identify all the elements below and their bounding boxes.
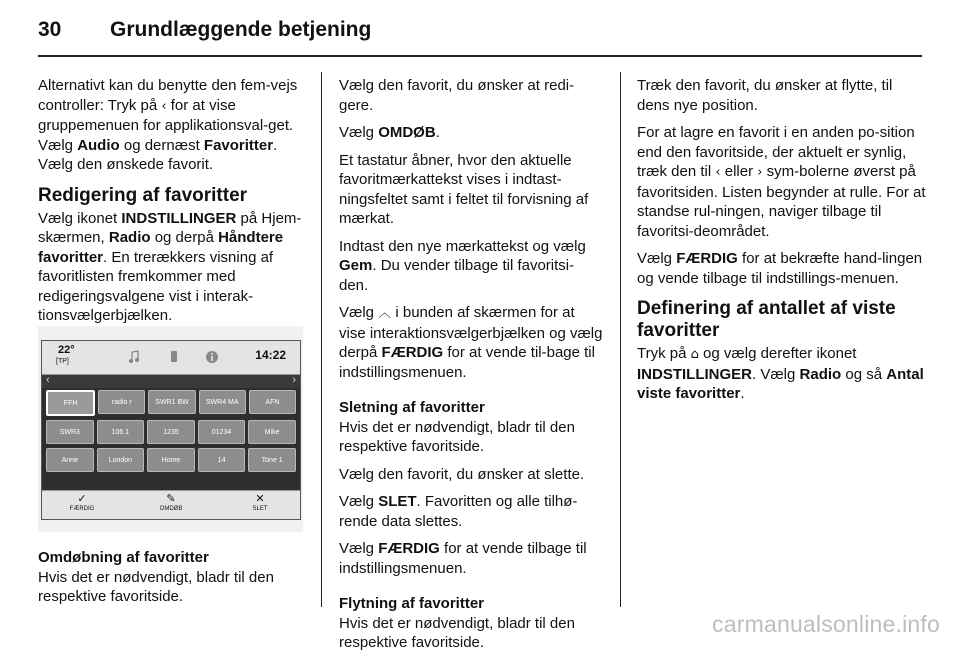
paragraph: Vælg ︿ i bunden af skærmen for at vise interaktionsvælgerbjælken og vælg derpå FÆRDIG for at vende til-bage til indstillingsmenuen. <box>339 304 603 381</box>
music-icon <box>128 350 140 364</box>
heading-move-favorites: Flytning af favoritter <box>339 595 485 612</box>
info-icon <box>205 350 217 364</box>
favorite-button[interactable]: SWR4 MA <box>199 390 246 414</box>
header-rule <box>38 55 922 57</box>
paragraph: Vælg den favorit, du ønsker at redi-gere. <box>339 77 575 114</box>
favorite-button[interactable]: 106.1 <box>97 420 145 444</box>
favorite-button[interactable]: SWR3 <box>46 420 94 444</box>
column-1 <box>38 76 304 334</box>
page-header <box>38 18 371 42</box>
edit-paragraph: Vælg ikonet INDSTILLINGER på Hjem-skærmen, Radio og derpå Håndtere favoritter. En trerækkers visning af favoritlisten fremkommer med redigeringsvalgene vist i interak-tionsvælgerbjælken. <box>38 209 302 324</box>
favorite-button[interactable]: Tone 1 <box>248 448 296 472</box>
favorite-button[interactable]: SWR1 BW <box>148 390 195 414</box>
paragraph: Træk den favorit, du ønsker at flytte, til dens nye position. <box>637 77 893 114</box>
heading-delete-favorites: Sletning af favoritter <box>339 399 485 416</box>
clock: 14:22 <box>255 348 286 362</box>
intro-paragraph: Alternativt kan du benytte den fem-vejs controller: Tryk på ‹ for at vise gruppemenuen for applikationsval-get. Vælg Audio og dernæst Favoritter. Vælg den ønskede favorit. <box>38 77 298 173</box>
rename-paragraph: Hvis det er nødvendigt, bladr til den respektive favoritside. <box>38 568 274 605</box>
column-2 <box>339 76 603 661</box>
column-divider-2 <box>620 72 621 607</box>
home-icon: ⌂ <box>690 347 699 362</box>
favorite-button[interactable]: AFN <box>249 390 296 414</box>
tp-indicator: [TP] <box>56 358 69 365</box>
done-button[interactable]: ✓ FÆRDIG <box>52 492 112 512</box>
page-nav-row <box>42 375 300 388</box>
favorites-row <box>46 420 296 444</box>
infotainment-screen <box>41 340 301 520</box>
favorite-button[interactable]: 1235 <box>147 420 195 444</box>
chevron-left-icon: ‹ <box>715 165 721 180</box>
back-arrow-icon: ‹ <box>161 98 167 114</box>
chevron-right-icon: › <box>757 165 763 180</box>
chevron-right-icon[interactable]: › <box>292 374 296 386</box>
heading-define-favorites: Definering af antallet af viste favoritter <box>637 298 896 341</box>
phone-icon <box>168 350 180 364</box>
rename-button[interactable]: ✎ OMDØB <box>141 492 201 512</box>
favorites-grid <box>46 390 296 476</box>
favorite-button[interactable]: Anne <box>46 448 94 472</box>
paragraph: Indtast den nye mærkattekst og vælg Gem. Du vender tilbage til favoritsi-den. <box>339 237 586 294</box>
heading-rename-favorites: Omdøbning af favoritter <box>38 549 209 566</box>
interaction-selector-bar <box>42 490 300 519</box>
paragraph: Tryk på ⌂ og vælg derefter ikonet INDSTILLINGER. Vælg Radio og så Antal viste favoritter. <box>637 345 924 402</box>
paragraph: Vælg FÆRDIG for at bekræfte hand-lingen og vende tilbage til indstillings-menuen. <box>637 250 923 287</box>
pencil-icon: ✎ <box>166 493 176 505</box>
paragraph: Vælg FÆRDIG for at vende tilbage til indstillingsmenuen. <box>339 540 587 577</box>
chevron-up-icon: ︿ <box>378 306 392 321</box>
screen-top-bar <box>42 341 300 375</box>
checkmark-icon: ✓ <box>77 493 87 505</box>
column-1-lower <box>38 548 304 615</box>
paragraph: Hvis det er nødvendigt, bladr til den respektive favoritside. <box>339 614 575 651</box>
column-3 <box>637 76 927 412</box>
watermark: carmanualsonline.info <box>712 611 940 637</box>
page-number: 30 <box>38 18 62 41</box>
favorite-button[interactable]: London <box>97 448 145 472</box>
heading-edit-favorites: Redigering af favoritter <box>38 184 248 206</box>
paragraph: For at lagre en favorit i en anden po-sition end den favoritside, der aktuelt er synlig, træk den til ‹ eller › sym-bolerne øverst på favoritsiden. Listen begynder at rulle. For at standse rul-ningen, naviger tilbage til favoritsi-deområdet. <box>637 124 926 240</box>
favorites-screenshot <box>38 326 303 532</box>
close-icon: ✕ <box>255 493 265 505</box>
favorite-button[interactable]: Mike <box>248 420 296 444</box>
column-divider-1 <box>321 72 322 607</box>
favorite-button[interactable]: 01234 <box>198 420 246 444</box>
chevron-left-icon[interactable]: ‹ <box>46 374 50 386</box>
paragraph: Vælg den favorit, du ønsker at slette. <box>339 465 585 483</box>
paragraph: Vælg OMDØB. <box>339 124 440 141</box>
temperature-readout: 22° <box>58 344 75 356</box>
favorites-row <box>46 390 296 416</box>
delete-button[interactable]: ✕ SLET <box>230 492 290 512</box>
favorite-button[interactable]: Home <box>147 448 195 472</box>
page-title: Grundlæggende betjening <box>110 18 372 41</box>
paragraph: Vælg SLET. Favoritten og alle tilhø-rende data slettes. <box>339 493 578 530</box>
paragraph: Hvis det er nødvendigt, bladr til den respektive favoritside. <box>339 418 575 455</box>
favorite-button[interactable]: 14 <box>198 448 246 472</box>
favorite-button[interactable]: FFH <box>46 390 95 416</box>
favorites-row <box>46 448 296 472</box>
favorite-button[interactable]: radio r <box>98 390 145 414</box>
paragraph: Et tastatur åbner, hvor den aktuelle favoritmærkattekst vises i indtast-ningsfeltet samt i feltet til forvisning af mærkat. <box>339 151 589 227</box>
